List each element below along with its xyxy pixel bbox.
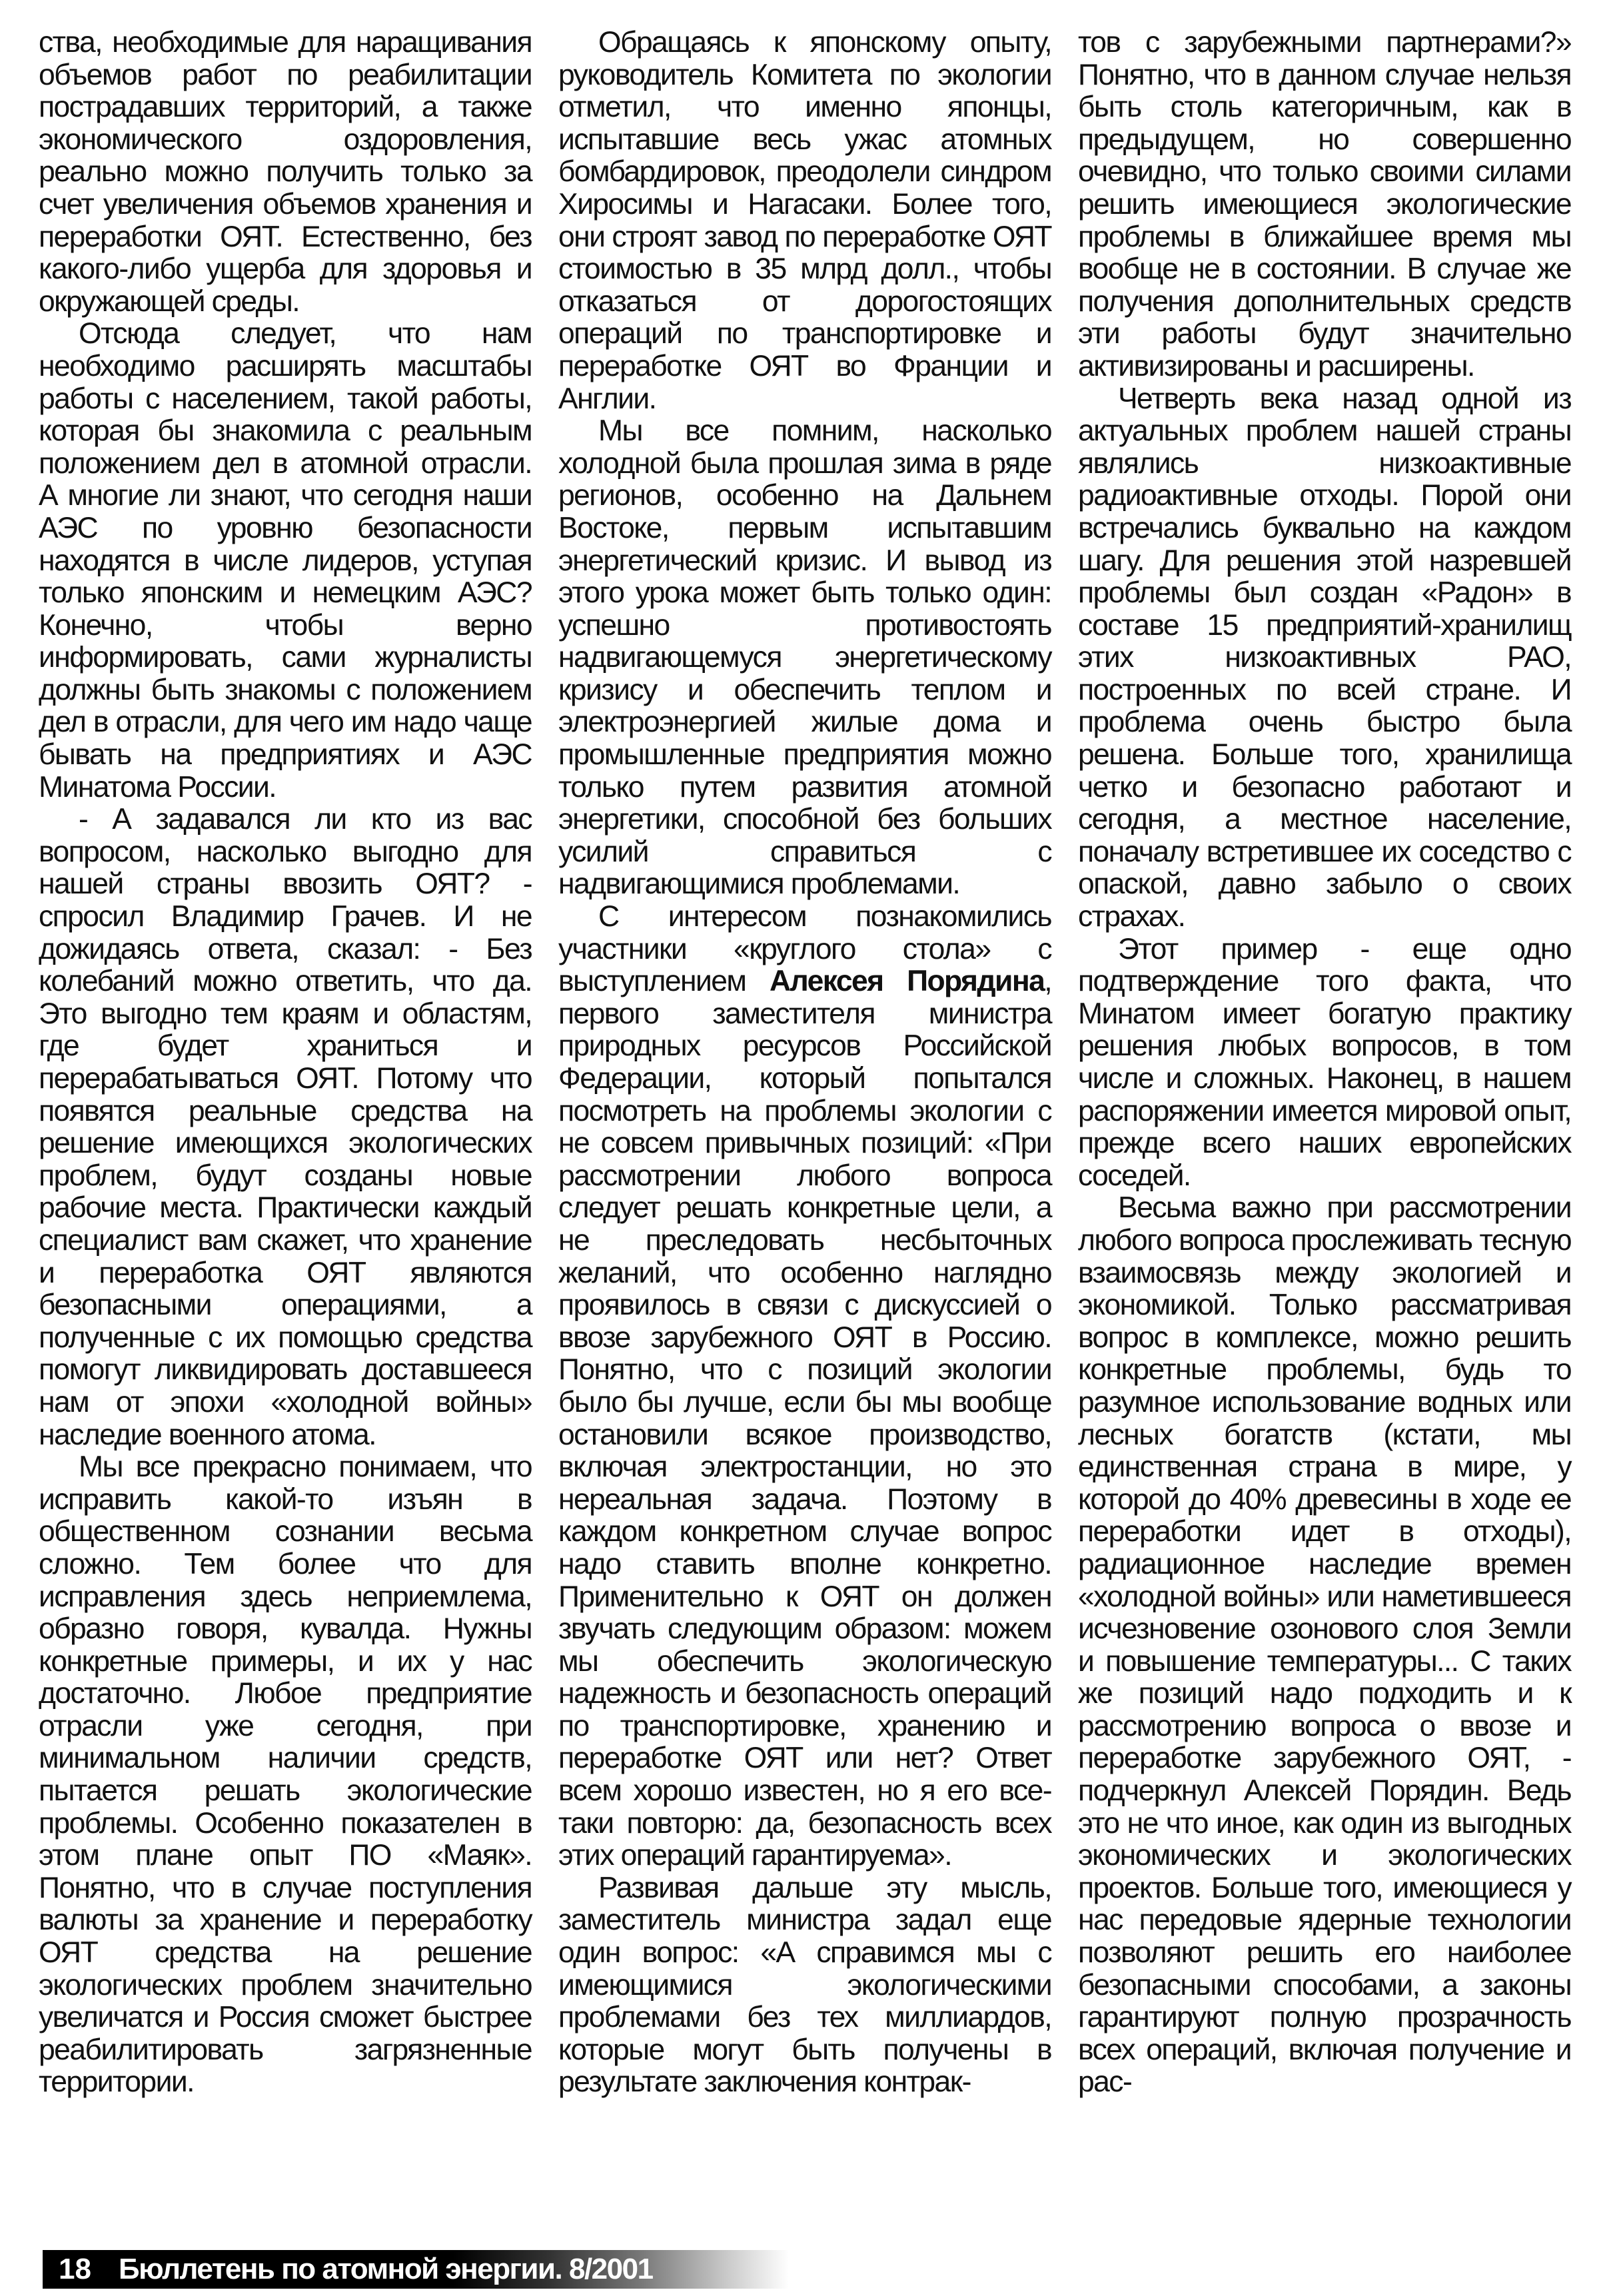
page-number: 18 [59,2253,91,2285]
paragraph: тов с зарубежными партнерами?» Понятно, что в данном случае нельзя быть столь категоричным, как в предыдущем, но совершенно очевидно, что только своими силами решить имеющиеся экологические проблемы в ближайшее время мы вообще не в состоянии. В случае же получения дополнительных средств эти работы будут значительно активизированы и расширены. [1078,26,1571,382]
paragraph [558,901,1051,1872]
paragraph: Мы все прекрасно понимаем, что исправить какой-то изъян в общественном сознании весьма сложно. Тем более что для исправления здесь неприемлема, образно говоря, кувалда. Нужны конкретные примеры, и их у нас достаточно. Любое предприятие отрасли уже сегодня, при минимальном наличии средств, пытается решать экологические проблемы. Особенно показателен в этом плане опыт ПО «Маяк». Понятно, что в случае поступления валюты за хранение и переработку ОЯТ средства на решение экологических проблем значительно увеличатся и Россия сможет быстрее реабилитировать загрязненные территории. [39,1450,532,2099]
paragraph-text: , первого заместителя министра природных ресурсов Российской Федерации, который попытался посмотреть на проблемы экологии с не совсем привычных позиций: «При рассмотрении любого вопроса следует решать конкретные цели, а не преследовать несбыточных желаний, что особенно наглядно проявилось в связи с дискуссией о ввозе зарубежного ОЯТ в Россию. Понятно, что с позиций экологии было бы лучше, если бы мы вообще остановили всякое производство, включая электростанции, но это нереальная задача. Поэтому в каждом конкретном случае вопрос надо ставить вполне конкретно. Применительно к ОЯТ он должен звучать следующим образом: можем мы обеспечить экологическую надежность и безопасность операций по транспортировке, хранению и переработке ОЯТ или нет? Ответ всем хорошо известен, но я его все-таки повторю: да, безопасность всех этих операций гарантируема». [558,965,1052,1872]
paragraph: Мы все помним, насколько холодной была прошлая зима в ряде регионов, особенно на Дальнем Востоке, первым испытавшим энергетический кризис. И вывод из этого урока может быть только один: успешно противостоять надвигающемуся энергетическому кризису и обеспечить теплом и электроэнергией жилые дома и промышленные предприятия можно только путем развития атомной энергетики, способной без больших усилий справиться с надвигающимися проблемами. [558,414,1051,901]
paragraph: - А задавался ли кто из вас вопросом, насколько выгодно для нашей страны ввозить ОЯТ? - спросил Владимир Грачев. И не дожидаясь ответа, сказал: - Без колебаний можно ответить, что да. Это выгодно тем краям и областям, где будет храниться и перерабатываться ОЯТ. Потому что появятся реальные средства на решение имеющихся экологических проблем, будут созданы новые рабочие места. Практически каждый специалист вам скажет, что хранение и переработка ОЯТ являются безопасными операциями, а полученные с их помощью средства помогут ликвидировать доставшееся нам от эпохи «холодной войны» наследие военного атома. [39,803,532,1451]
column-2 [558,27,1051,2219]
column-1 [39,27,532,2219]
paragraph: ства, необходимые для наращивания объемов работ по реабилитации пострадавших территорий, а также экономического оздоровления, реально можно получить только за счет увеличения объемов хранения и переработки ОЯТ. Естественно, без какого-либо ущерба для здоровья и окружающей среды. [39,26,532,318]
paragraph: Весьма важно при рассмотрении любого вопроса прослеживать тесную взаимосвязь между экологией и экономикой. Только рассматривая вопрос в комплексе, можно решить конкретные проблемы, будь то разумное использование водных или лесных богатств (кстати, мы единственная страна в мире, у которой до 40% древесины в ходе ее переработки идет в отходы), радиационное наследие времен «холодной войны» или наметившееся исчезновение озонового слоя Земли и повышение температуры... С таких же позиций надо подходить и к рассмотрению вопроса о ввозе и переработке зарубежного ОЯТ, - подчеркнул Алексей Порядин. Ведь это не что иное, как один из выгодных экономических и экологических проектов. Больше того, имеющиеся у нас передовые ядерные технологии позволяют решить его наиболее безопасными способами, а законы гарантируют полную прозрачность всех операций, включая получение и рас- [1078,1191,1571,2099]
article-body [39,27,1571,2219]
paragraph: Четверть века назад одной из актуальных проблем нашей страны являлись низкоактивные радиоактивные отходы. Порой они встречались буквально на каждом шагу. Для решения этой назревшей проблемы был создан «Радон» в составе 15 предприятий-хранилищ этих низкоактивных РАО, построенных по всей стране. И проблема очень быстро была решена. Больше того, хранилища четко и безопасно работают и сегодня, а местное население, поначалу встретившее их соседство с опаской, давно забыло о своих страхах. [1078,382,1571,933]
speaker-name: Алексея Порядина [769,965,1045,998]
page-footer [43,2250,789,2289]
paragraph: Этот пример - еще одно подтверждение того факта, что Минатом имеет богатую практику решения любых вопросов, в том числе и сложных. Наконец, в нашем распоряжении имеется мировой опыт, прежде всего наших европейских соседей. [1078,932,1571,1192]
column-3 [1078,27,1571,2219]
publication-title: Бюллетень по атомной энергии. 8/2001 [119,2253,653,2285]
paragraph: Отсюда следует, что нам необходимо расширять масштабы работы с населением, такой работы, которая бы знакомила с реальным положением дел в атомной отрасли. А многие ли знают, что сегодня наши АЭС по уровню безопасности находятся в числе лидеров, уступая только японским и немецким АЭС? Конечно, чтобы верно информировать, сами журналисты должны быть знакомы с положением дел в отрасли, для чего им надо чаще бывать на предприятиях и АЭС Минатома России. [39,317,532,804]
paragraph-text: С интересом познакомились участники «круглого стола» с выступлением [558,900,1051,998]
paragraph: Обращаясь к японскому опыту, руководитель Комитета по экологии отметил, что именно японцы, испытавшие весь ужас атомных бомбардировок, преодолели синдром Хиросимы и Нагасаки. Более того, они строят завод по переработке ОЯТ стоимостью в 35 млрд долл., чтобы отказаться от дорогостоящих операций по транспортировке и переработке ОЯТ во Франции и Англии. [558,26,1051,415]
paragraph: Развивая дальше эту мысль, заместитель министра задал еще один вопрос: «А справимся мы с имеющимися экологическими проблемами без тех миллиардов, которые могут быть получены в результате заключения контрак- [558,1871,1051,2099]
